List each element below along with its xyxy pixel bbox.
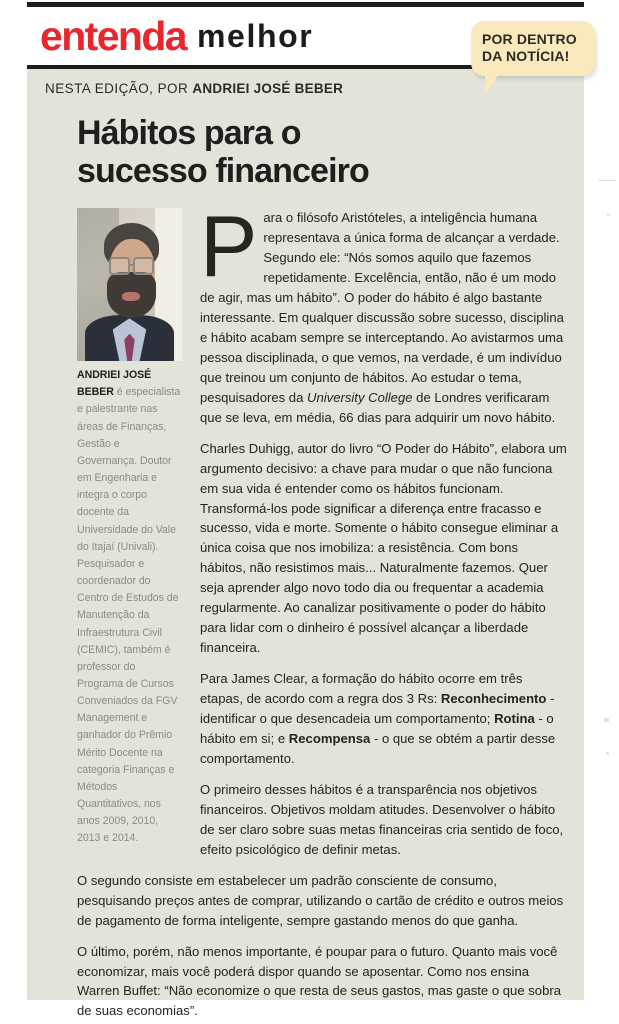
- article-body-full-width: [77, 871, 567, 1022]
- page-title: [77, 114, 497, 190]
- paragraph-1-part-a: Para o filósofo Aristóteles, a inteligência humana representava a única forma de alcançar a verdade. Segundo ele: “Nós somos aquilo que fazemos repetidamente. Excelência, então, não é um modo de agir, mas um hábito”. O poder do hábito é algo bastante interessante. Em qualquer discussão sobre sucesso, disciplina e hábito acabam sempre se interceptando. Ao avistarmos uma pessoa disciplinada, o que vemos, na verdade, é um indivíduo que treinou um conjunto de hábitos. Ao estudar o tema, pesquisadores da: [200, 208, 564, 405]
- logo-entenda: entenda: [40, 12, 186, 59]
- logo-melhor: melhor: [197, 18, 314, 54]
- kicker-prefix: NESTA EDIÇÃO, POR: [45, 81, 193, 96]
- term-recompensa: Recompensa: [288, 730, 371, 746]
- headline-line-2: sucesso financeiro: [77, 152, 369, 191]
- gutter-mark: [607, 214, 610, 216]
- gutter-mark: [604, 718, 609, 722]
- paragraph-3: [200, 669, 567, 769]
- body-columns: [77, 208, 567, 1021]
- headline-line-1: Hábitos para o: [77, 114, 301, 152]
- callout-badge: [471, 21, 595, 76]
- paragraph-5: O segundo consiste em estabelecer um padrão consciente de consumo, pesquisando preços antes de comprar, utilizando o cartão de crédito e outros meios de pagamento de forma inteligente, sempre gastando menos do que ganha.: [77, 872, 564, 928]
- term-rotina: Rotina: [494, 711, 535, 727]
- paragraph-3-part-a: Para James Clear, a formação do hábito ocorre em três etapas, de acordo com a regra dos 3 Rs:: [200, 671, 523, 707]
- paragraph-3-part-b: - identificar o que desencadeia um comportamento;: [200, 691, 555, 727]
- callout-line-1: POR DENTRO: [482, 31, 577, 47]
- paragraph-6: O último, porém, não menos importante, é poupar para o futuro. Quanto mais você economizar, mais você poderá dispor quando se aposentar. Como nos ensina Warren Buffet: “Não economize o que resta de seus gastos, mas gaste o que sobra de suas economias”.: [77, 943, 562, 1019]
- author-name: ANDRIEI JOSÉ BEBER: [77, 369, 152, 399]
- article-body: [200, 208, 567, 860]
- term-reconhecimento: Reconhecimento: [440, 691, 547, 707]
- author-portrait-photo: [77, 208, 182, 361]
- callout-tail-icon: [485, 75, 498, 96]
- callout-line-2: DA NOTÍCIA!: [482, 48, 570, 65]
- paragraph-1-italic: University College: [307, 389, 413, 405]
- article-block: [27, 69, 584, 1019]
- paragraph-1: [200, 208, 567, 427]
- author-bio-text: é especialista e palestrante nas áreas de Finanças, Gestão e Governança. Doutor em Engenharia e integra o corpo docente da Universidade do Vale do Itajaí (Univali). Pesquisador e coordenador do Centro de Estudos de Manutenção da Infraestrutura Civil (CEMIC), também é professor do Programa de Cursos Conveniados da FGV Management e ganhador do Prêmio Mérito Docente na categoria Finanças e Métodos Quantitativos, nos anos 2009, 2010, 2013 e 2014.: [77, 386, 181, 845]
- author-bio: [77, 367, 182, 847]
- gutter-mark: [598, 180, 616, 181]
- kicker-author: ANDRIEI JOSÉ BEBER: [192, 81, 344, 96]
- paragraph-1-part-b: de Londres verificaram que se leva, em média, 66 dias para adquirir um novo hábito.: [200, 389, 556, 425]
- paragraph-3-part-c: - o hábito em si; e: [200, 711, 554, 746]
- paragraph-3-part-d: - o que se obtém a partir desse comportamento.: [200, 730, 556, 766]
- gutter-mark: [606, 752, 609, 755]
- paragraph-4: O primeiro desses hábitos é a transparência nos objetivos financeiros. Objetivos moldam atitudes. Desenvolver o hábito de ser claro sobre suas metas financeiras cria sentido de foco, efeito psicológico de definir metas.: [200, 781, 564, 857]
- paragraph-2: Charles Duhigg, autor do livro “O Poder do Hábito”, elabora um argumento decisivo: a chave para mudar o que não funciona em sua vida é entender como os hábitos funcionam. Transformá-los pode significar a diferença entre fracasso e sucesso, vida e morte. Somente o hábito consegue eliminar a única coisa que nos imobiliza: a resistência. Com bons hábitos, não resistimos mais... Naturalmente fazemos. Quer seja aprender algo novo todo dia ou frequentar a academia regularmente. Ao canalizar positivamente o poder do hábito para lidar com o dinheiro é possível alcançar a liberdade financeira.: [200, 440, 567, 656]
